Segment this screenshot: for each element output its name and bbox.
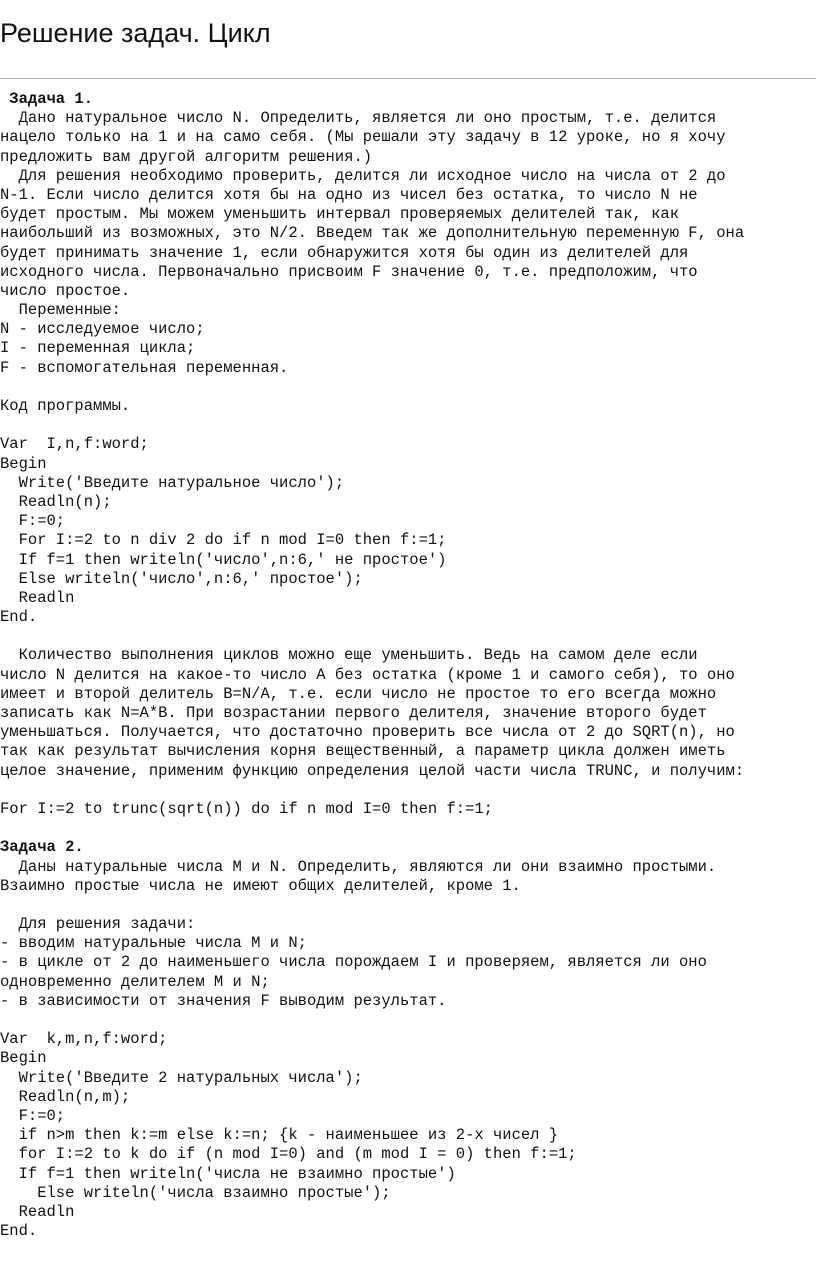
blank-line <box>0 378 816 397</box>
text-line: Переменные: <box>0 301 121 320</box>
blank-line <box>0 781 816 800</box>
blank-line <box>0 627 816 646</box>
text-line: - в зависимости от значения F выводим результат. <box>0 991 447 1010</box>
text-line: уменьшаться. Получается, что достаточно проверить все числа от 2 до SQRT(n), но <box>0 723 735 742</box>
document-body <box>0 90 816 1241</box>
blank-line <box>0 1011 816 1030</box>
blank-line <box>0 416 816 435</box>
text-line: End. <box>0 1222 38 1241</box>
text-line: F:=0; <box>0 512 66 531</box>
text-line: Write('Введите 2 натуральных числа'); <box>0 1068 363 1087</box>
task-heading: Задача 2. <box>0 838 84 857</box>
text-line: наибольший из возможных, это N/2. Введем так же дополнительную переменную F, она <box>0 224 745 243</box>
text-line: End. <box>0 608 38 627</box>
text-line: так как результат вычисления корня вещественный, а параметр цикла должен иметь <box>0 742 726 761</box>
text-line: предложить вам другой алгоритм решения.) <box>0 147 373 166</box>
text-line: число N делится на какое-то число A без остатка (кроме 1 и самого себя), то оно <box>0 665 735 684</box>
text-line: Else writeln('числа взаимно простые'); <box>0 1183 391 1202</box>
text-line: исходного числа. Первоначально присвоим F значение 0, т.е. предположим, что <box>0 262 698 281</box>
text-line: Readln(n,m); <box>0 1087 131 1106</box>
text-line: N - исследуемое число; <box>0 320 205 339</box>
text-line: - в цикле от 2 до наименьшего числа порождаем I и проверяем, является ли оно <box>0 953 707 972</box>
text-line: имеет и второй делитель B=N/A, т.е. если число не простое то его всегда можно <box>0 684 717 703</box>
task-heading: Задача 1. <box>0 90 94 108</box>
title-divider <box>0 78 816 79</box>
text-line: If f=1 then writeln('число',n:6,' не простое') <box>0 550 447 569</box>
text-line: Else writeln('число',n:6,' простое'); <box>0 569 363 588</box>
text-line: целое значение, применим функцию определения целой части числа TRUNC, и получим: <box>0 761 745 780</box>
text-line: Код программы. <box>0 397 131 415</box>
text-line: Write('Введите натуральное число'); <box>0 473 345 492</box>
text-line: Даны натуральные числа M и N. Определить, являются ли они взаимно простыми. <box>0 857 717 876</box>
text-line: F - вспомогательная переменная. <box>0 358 289 377</box>
text-line: Количество выполнения циклов можно еще уменьшить. Ведь на самом деле если <box>0 646 698 665</box>
text-line: Для решения необходимо проверить, делится ли исходное число на числа от 2 до <box>0 166 726 185</box>
text-line: For I:=2 to n div 2 do if n mod I=0 then f:=1; <box>0 531 447 550</box>
text-line: Var I,n,f:word; <box>0 435 149 454</box>
text-line: Begin <box>0 1049 47 1068</box>
text-line: F:=0; <box>0 1106 66 1125</box>
text-line: - вводим натуральные числа M и N; <box>0 934 307 953</box>
text-line: Для решения задачи: <box>0 915 196 934</box>
text-line: If f=1 then writeln('числа не взаимно простые') <box>0 1164 456 1183</box>
text-line: Readln <box>0 588 75 607</box>
text-line: будет простым. Мы можем уменьшить интервал проверяемых делителей так, как <box>0 205 680 224</box>
text-line: записать как N=A*B. При возрастании первого делителя, значение второго будет <box>0 704 707 722</box>
text-line: if n>m then k:=m else k:=n; {k - наименьшее из 2-х чисел } <box>0 1126 559 1145</box>
text-line: Readln(n); <box>0 492 112 511</box>
text-line: I - переменная цикла; <box>0 339 196 358</box>
text-line: for I:=2 to k do if (n mod I=0) and (m mod I = 0) then f:=1; <box>0 1145 577 1164</box>
text-line: Var k,m,n,f:word; <box>0 1030 168 1049</box>
text-line: число простое. <box>0 281 131 300</box>
page-title: Решение задач. Цикл <box>0 18 271 48</box>
text-line: Begin <box>0 454 47 473</box>
text-line: Взаимно простые числа не имеют общих делителей, кроме 1. <box>0 876 521 895</box>
text-line: будет принимать значение 1, если обнаружится хотя бы один из делителей для <box>0 243 689 262</box>
text-line: Дано натуральное число N. Определить, является ли оно простым, т.е. делится <box>0 109 717 128</box>
text-line: N-1. Если число делится хотя бы на одно из чисел без остатка, то число N не <box>0 185 698 204</box>
blank-line <box>0 819 816 838</box>
text-line: нацело только на 1 и на само себя. (Мы решали эту задачу в 12 уроке, но я хочу <box>0 128 726 147</box>
blank-line <box>0 896 816 915</box>
text-line: Readln <box>0 1202 75 1221</box>
text-line: For I:=2 to trunc(sqrt(n)) do if n mod I=0 then f:=1; <box>0 799 493 818</box>
text-line: одновременно делителем M и N; <box>0 972 270 991</box>
